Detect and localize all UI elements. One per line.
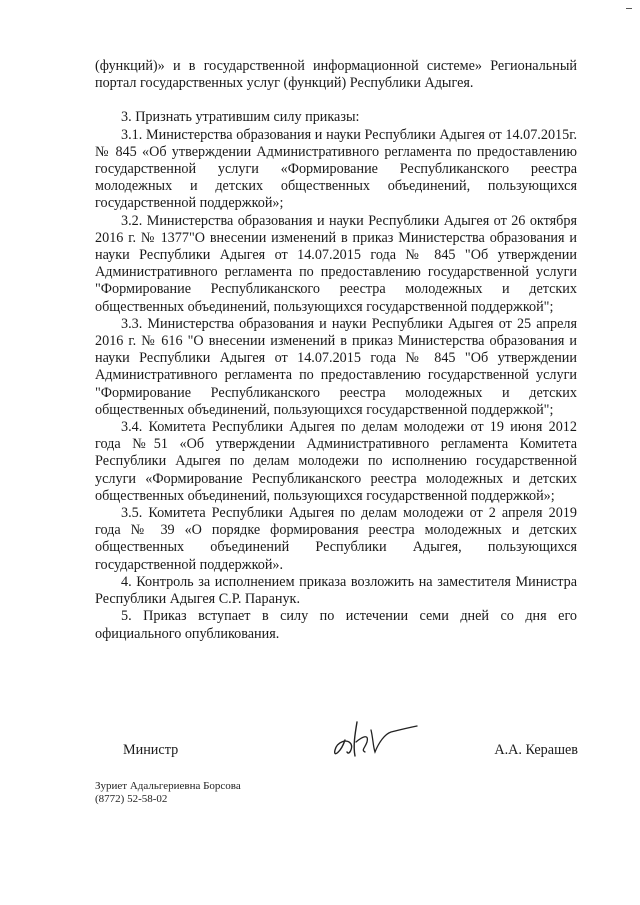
paragraph-item-3: 3. Признать утратившим силу приказы:: [121, 109, 360, 126]
paragraph-item-3-5: 3.5. Комитета Республики Адыгея по делам молодежи от 2 апреля 2019 года № 39 «О порядке формирования реестра молодежных и детских общественных объединений Республики Адыгея, пользующихся государственной поддержкой».: [95, 505, 577, 573]
signer-role: Министр: [123, 742, 179, 758]
signature-row: [123, 742, 578, 762]
paragraph-item-4: 4. Контроль за исполнением приказа возложить на заместителя Министра Республики Адыгея С.Р. Паранук.: [95, 573, 577, 608]
handwritten-signature: [323, 712, 423, 762]
paragraph-item-3-3: 3.3. Министерства образования и науки Республики Адыгея от 25 апреля 2016 г. № 616 "О внесении изменений в приказ Министерства образования и науки Республики Адыгея от 14.07.2015 года № 845 "Об утверждении Административного регламента по предоставлению государственной услуги "Формирование Республиканского реестра молодежных и детских общественных объединений, пользующихся государственной поддержкой";: [95, 315, 577, 418]
corner-mark: [626, 8, 632, 9]
paragraph-continuation: (функций)» и в государственной информационной системе» Региональный портал государственных услуг (функций) Республики Адыгея.: [95, 58, 577, 92]
document-body: [95, 58, 577, 643]
executor-name: Зуриет Адальгериевна Борсова: [95, 780, 241, 792]
paragraph-item-3-4: 3.4. Комитета Республики Адыгея по делам молодежи от 19 июня 2012 года №51 «Об утверждении Административного регламента Комитета Республики Адыгея по делам молодежи по исполнению государственной услуги «Формирование Республиканского реестра молодежных и детских общественных объединений, пользующихся государственной поддержкой»;: [95, 419, 577, 504]
executor-phone: (8772) 52-58-02: [95, 793, 168, 805]
signer-name: А.А. Керашев: [494, 742, 578, 758]
paragraph-item-3-1: 3.1. Министерства образования и науки Республики Адыгея от 14.07.2015г. № 845 «Об утверждении Административного регламента по предоставлению государственной услуги «Формирование Республиканского реестра молодежных и детских общественных объединений, пользующихся государственной поддержкой»;: [95, 126, 577, 212]
executor-info: [95, 780, 241, 806]
paragraph-item-5: 5. Приказ вступает в силу по истечении семи дней со дня его официального опубликования.: [95, 608, 577, 642]
paragraph-item-3-2: 3.2. Министерства образования и науки Республики Адыгея от 26 октября 2016 г. № 1377"О внесении изменений в приказ Министерства образования и науки Республики Адыгея от 14.07.2015 года № 845 "Об утверждении Административного регламента по предоставлению государственной услуги "Формирование Республиканского реестра молодежных и детских общественных объединений, пользующихся государственной поддержкой";: [95, 212, 577, 315]
